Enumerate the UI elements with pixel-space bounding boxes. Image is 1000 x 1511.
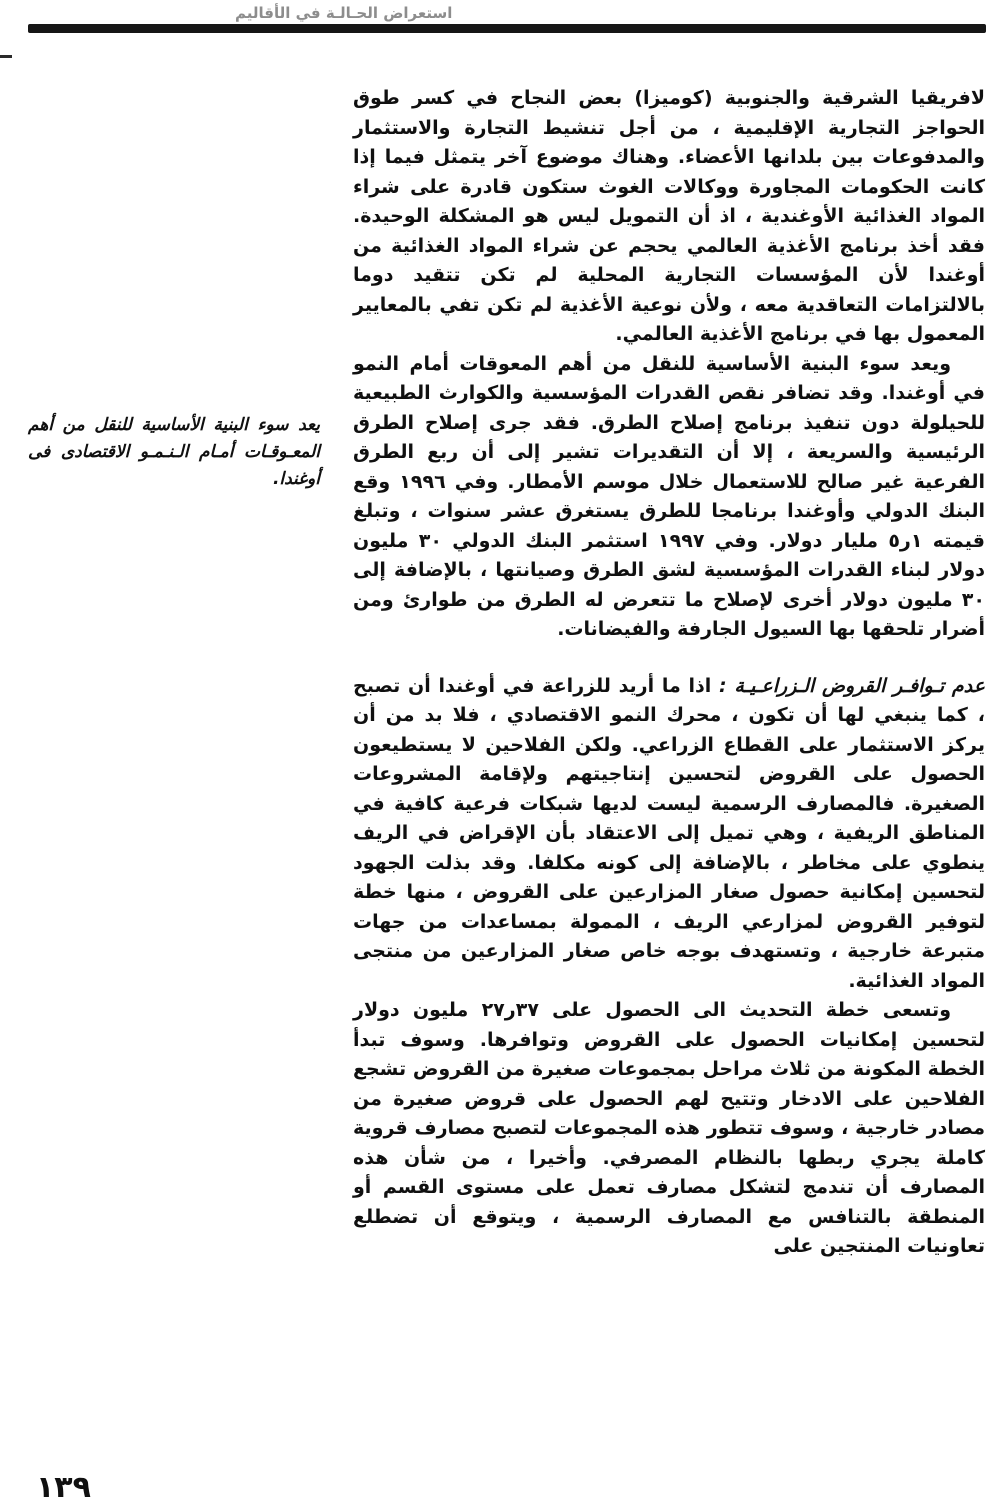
paragraph — [353, 84, 985, 350]
paragraph-text: وتسعى خطة التحديث الى الحصول على ٣٧ر٢٧ مليون دولار لتحسين إمكانيات الحصول على القروض وتوافرها. وسوف تبدأ الخطة المكونة من ثلاث مراحل بمجموعات صغيرة من القروض تشجع الفلاحين على الادخار وتتيح لهم الحصول على قروض صغيرة من مصادر خارجية ، وسوف تتطور هذه المجموعات لتصبح مصارف قروية كاملة يجري ربطها بالنظام المصرفي. وأخيرا ، من شأن هذه المصارف أن تندمج لتشكل مصارف تعمل على مستوى القسم أو المنطقة بالتنافس مع المصارف الرسمية ، ويتوقع أن تضطلع تعاونيات المنتجين على — [353, 999, 985, 1257]
paragraph — [353, 350, 985, 645]
paragraph — [353, 996, 985, 1262]
paragraph-text: ويعد سوء البنية الأساسية للنقل من أهم المعوقات أمام النمو في أوغندا. وقد تضافر نقص القدرات المؤسسية والكوارث الطبيعية للحيلولة دون تنفيذ برنامج إصلاح الطرق. فقد جرى إصلاح الطرق الرئيسية والسريعة ، إلا أن التقديرات تشير إلى أن ربع الطرق الفرعية غير صالح للاستعمال خلال موسم الأمطار. وفي ١٩٩٦ وقع البنك الدولي وأوغندا برنامجا للطرق يستغرق عشر سنوات ، وتبلغ قيمته ١ر٥ مليار دولار. وفي ١٩٩٧ استثمر البنك الدولي ٣٠ مليون دولار لبناء القدرات المؤسسية لشق الطرق وصيانتها ، بالإضافة إلى ٣٠ مليون دولار أخرى لإصلاح ما تتعرض له الطرق من طوارئ ومن أضرار تلحقها بها السيول الجارفة والفيضانات. — [353, 352, 985, 640]
paragraph-lead: عدم تـوافـر القروض الـزراعـيـة : — [711, 674, 985, 697]
paragraph-text: اذا ما أريد للزراعة في أوغندا أن تصبح ، كما ينبغي لها أن تكون ، محرك النمو الاقتصادي ، فلا بد من أن يركز الاستثمار على القطاع الزراعي. ولكن الفلاحين لا يستطيعون الحصول على القروض لتحسين إنتاجيتهم ولإقامة المشروعات الصغيرة. فالمصارف الرسمية ليست لديها شبكات فرعية كافية في المناطق الريفية ، وهي تميل إلى الاعتقاد بأن الإقراض في الريف ينطوي على مخاطر ، بالإضافة إلى كونه مكلفا. وقد بذلت الجهود لتحسين إمكانية حصول صغار المزارعين على القروض ، منها خطة لتوفير القروض لمزارعي الريف ، الممولة بمساعدات من جهات متبرعة خارجية ، وتستهدف بوجه خاص صغار المزارعين من منتجى المواد الغذائية. — [353, 674, 985, 992]
paragraph — [353, 672, 985, 997]
running-header-title: استعراض الحـالـة في الأقاليم — [235, 4, 453, 22]
header-rule — [28, 24, 986, 33]
print-artifact-mark — [0, 55, 12, 58]
paragraph-text: لافريقيا الشرقية والجنوبية (كوميزا) بعض النجاح في كسر طوق الحواجز التجارية الإقليمية ، من أجل تنشيط التجارة والاستثمار والمدفوعات بين بلدانها الأعضاء. وهناك موضوع آخر يتمثل فيما إذا كانت الحكومات المجاورة ووكالات الغوث ستكون قادرة على شراء المواد الغذائية الأوغندية ، اذ أن التمويل ليس هو المشكلة الوحيدة. فقد أخذ برنامج الأغذية العالمي يحجم عن شراء المواد الغذائية من أوغندا لأن المؤسسات التجارية المحلية لم تكن تتقيد دوما بالالتزامات التعاقدية معه ، ولأن نوعية الأغذية لم تكن تفي بالمعايير المعمول بها في برنامج الأغذية العالمي. — [353, 87, 985, 345]
body-text-column — [353, 84, 985, 1262]
margin-note: يعد سوء البنية الأساسية للنقل من أهم المعـوقـات أمـام الـنـمـو الاقتصادى فى أوغندا. — [28, 415, 320, 489]
page-number: ١٣٩ — [36, 1470, 91, 1505]
